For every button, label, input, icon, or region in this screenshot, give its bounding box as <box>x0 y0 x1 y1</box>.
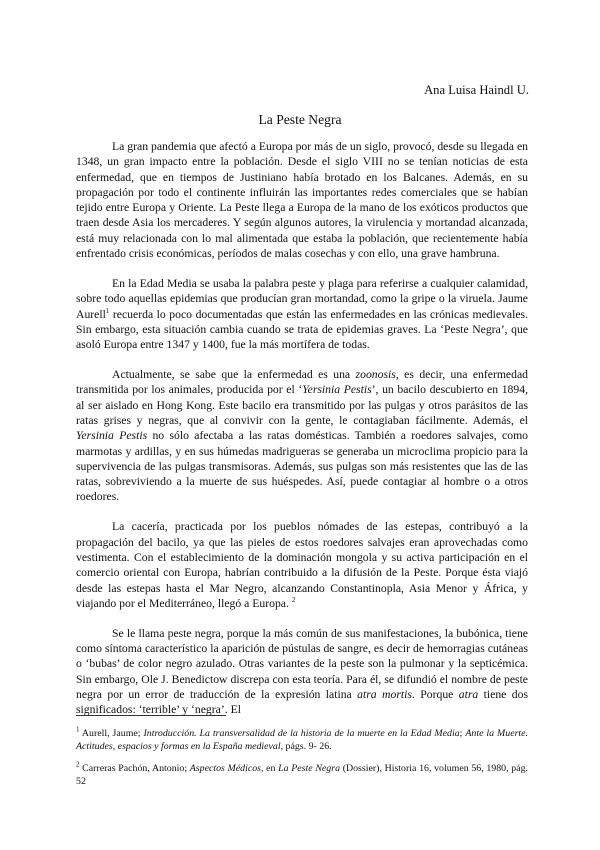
paragraph-3-text-b: es decir, una enfermedad transmitida por los animales, producida por el ‘ <box>76 368 528 397</box>
paragraph-4 <box>76 519 528 611</box>
footnote-1 <box>76 727 528 753</box>
footnote-ref-2: 2 <box>291 595 296 604</box>
paragraph-2 <box>76 276 528 352</box>
italic-term: Yersinia Pestis <box>76 429 148 443</box>
italic-term: zoonosis, <box>355 368 399 382</box>
paragraph-3-text-d: no sólo afectaba a las ratas domésticas. También a roedores salvajes, como marmotas y ardillas, y en sus húmedas madrigueras se generaba un microclima propicio para la supervivencia de las pulgas transmisoras. Además, sus pulgas son más resistentes que las de las ratas, sobreviviendo a la muerte de sus huéspedes. Así, puede contagiar al hombre o a otros roedores. <box>76 429 529 504</box>
footnote-text: Carreras Pachón, Antonio; <box>79 763 190 774</box>
document-title: La Peste Negra <box>258 112 342 127</box>
italic-term: atra mortis <box>357 687 412 701</box>
footnote-italic: La Peste Negra <box>278 763 341 774</box>
footnote-number: 2 <box>76 760 80 769</box>
author-name: Ana Luisa Haindl U. <box>424 83 529 97</box>
paragraph-5-text-a: Se le llama peste negra, porque la más común de sus manifestaciones, la bubónica, tiene como síntoma característico la aparición de pústulas de sangre, es decir de hemorragias cutáneas o ‘bubas’ de color negro azulado. Otras variantes de la peste son la pulmonar y la septicémica. Sin embargo, Ole J. Benedictow discrepa con esta teoría. Para él, se difundió el nombre de peste negra por un error de traducción de la expresión latina <box>76 626 528 701</box>
paragraph-2-text-b: recuerda lo poco documentadas que están las enfermedades en las crónicas medievales. Sin embargo, esta situación cambia cuando se trata de epidemias graves. La ‘Peste Negra’, que asoló Europa entre 1347 y 1400, fue la más mortífera de todas. <box>76 307 528 352</box>
footnote-italic: Aspectos Médicos <box>189 763 261 774</box>
paragraph-1: La gran pandemia que afectó a Europa por más de un siglo, provocó, desde su llegada en 1348, un gran impacto entre la población. Desde el siglo VIII no se tenían noticias de esta enfermedad, que en tiempos de Justiniano había brotado en los Balcanes. Además, en su propagación por todo el continente influirán las importantes redes comerciales que se habían tejido entre Europa y Oriente. La Peste llega a Europa de la mano de los exóticos productos que traen desde Asia los mercaderes. Y según algunos autores, la virulencia y mortandad alcanzada, está muy relacionada con lo mal alimentada que estaba la población, que recientemente había enfrentado crisis económicas, períodos de malas cosechas y con ello, una grave hambruna. <box>76 140 528 261</box>
paragraph-2-text-a: En la Edad Media se usaba la palabra peste y plaga para referirse a cualquier calamidad, sobre todo aquellas epidemias que producían gran mortandad, como la gripe o la viruela. Jaume Aurell <box>76 276 528 321</box>
footnote-2 <box>76 762 528 788</box>
paragraph-5-text-b: . Porque <box>411 687 459 701</box>
italic-term: atra <box>458 687 479 701</box>
body-text <box>76 139 528 717</box>
footnote-number: 1 <box>76 725 80 734</box>
italic-term: Yersinia Pestis <box>302 383 372 397</box>
footnote-text: ; <box>459 728 466 739</box>
footnote-text: (Dossier), Historia 16, volumen 56, 1980, pág. 52 <box>76 763 528 787</box>
paragraph-3-text-a: Actualmente, se sabe que la enfermedad es una <box>112 368 356 382</box>
footnote-italic: Introducción. La transversalidad de la historia de la muerte en la Edad Media <box>143 728 460 739</box>
footnote-ref-1: 1 <box>105 306 110 315</box>
paragraph-3 <box>76 367 528 505</box>
paragraph-3-text-c: ’, un bacilo descubierto en 1894, al ser aislado en Hong Kong. Este bacilo era transmitido por las pulgas y otros parásitos de las ratas grises y negras, que al convivir con la gente, le contagiaban fácilmente. Además, el <box>76 383 528 427</box>
footnote-text: Aurell, Jaume; <box>79 728 144 739</box>
footnote-italic: Ante la Muerte. Actitudes, espacios y formas en la España medieval <box>76 728 529 752</box>
paragraph-4-text-a: La cacería, practicada por los pueblos nómades de las estepas, contribuyó a la propagación del bacilo, ya que las pieles de estos roedores salvajes eran aprovechadas como vestimenta. Con el establecimiento de la dominación mongola y su activa participación en el comercio oriental con Europa, habrían contribuido a la difusión de la Peste. Porque ésta viajó desde las estepas hasta el Mar Negro, alcanzando Constantinopla, Asia Menor y África, y viajando por el Mediterráneo, llegó a Europa. <box>76 520 528 610</box>
paragraph-5-text-c: tiene dos significados: ‘terrible’ y ‘negra’. El <box>76 687 528 717</box>
footnote-text: , en <box>261 763 279 774</box>
footnotes <box>76 727 528 788</box>
footnote-text: , págs. 9- 26. <box>280 741 332 752</box>
paragraph-5 <box>76 626 528 718</box>
footnote-divider <box>76 715 226 716</box>
